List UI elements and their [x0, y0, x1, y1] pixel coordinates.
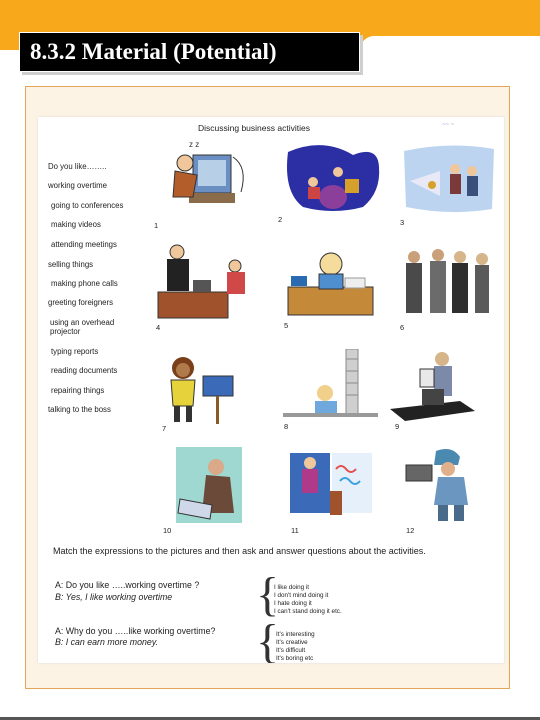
picture-greeting-clipart	[400, 245, 492, 325]
picture-documents-clipart	[288, 447, 374, 523]
activity-item: talking to the boss	[48, 405, 111, 414]
picture-selling-clipart	[163, 354, 238, 429]
activity-item: going to conferences	[51, 201, 124, 210]
options-brace: {	[256, 615, 280, 663]
response-option: It's creative	[276, 639, 308, 646]
picture-number: 8	[284, 422, 289, 431]
activity-item: greeting foreigners	[48, 298, 114, 307]
response-option: I hate doing it	[274, 600, 312, 607]
picture-number: 6	[400, 323, 405, 332]
worksheet-page	[38, 117, 504, 663]
picture-number: 1	[154, 221, 159, 230]
options-brace: {	[256, 568, 280, 621]
response-option: It's boring etc	[276, 655, 314, 662]
picture-conference-clipart	[283, 137, 383, 217]
activity-item: typing reports	[51, 347, 99, 356]
picture-number: 12	[406, 526, 415, 535]
response-option: I like doing it	[274, 584, 310, 591]
picture-number: 3	[400, 218, 405, 227]
picture-typing-clipart	[176, 447, 242, 523]
response-option: I don't mind doing it	[274, 592, 329, 599]
activity-item: reading documents	[51, 366, 118, 375]
picture-number: 5	[284, 321, 289, 330]
activity-item: making phone calls	[51, 279, 118, 288]
activity-item: working overtime	[48, 181, 107, 190]
dialog2-answer: B: I can earn more money.	[55, 637, 159, 647]
activity-list-heading: Do you like……..	[48, 162, 107, 171]
response-option: I can't stand doing it etc.	[274, 608, 342, 615]
activity-item: using an overhead projector	[50, 318, 115, 336]
slide-title-box	[19, 32, 360, 72]
picture-repairing-clipart	[400, 445, 490, 525]
picture-meeting-desk-clipart	[153, 242, 253, 322]
top-band-notch	[360, 36, 540, 50]
worksheet-title: Discussing business activities	[198, 123, 310, 133]
picture-number: 10	[163, 526, 172, 535]
activity-item: selling things	[48, 260, 94, 269]
activity-item: repairing things	[51, 386, 105, 395]
picture-number: 2	[278, 215, 283, 224]
activity-item: attending meetings	[51, 240, 117, 249]
response-option: It's interesting	[276, 631, 315, 638]
picture-video-clipart	[400, 141, 498, 216]
picture-phone-call-clipart	[283, 242, 383, 322]
response-option: It's difficult	[276, 647, 306, 654]
picture-number: 7	[162, 424, 167, 433]
picture-reports-clipart	[283, 349, 378, 421]
svg-text:z z: z z	[189, 140, 200, 149]
picture-overtime-clipart	[153, 137, 253, 212]
picture-number: 9	[395, 422, 400, 431]
activity-item: making videos	[51, 220, 101, 229]
dialog2-question: A: Why do you …..like working overtime?	[55, 626, 216, 636]
slide-title: 8.3.2 Material (Potential)	[30, 39, 277, 64]
picture-projector-clipart	[390, 349, 475, 424]
dialog1-answer: B: Yes, I like working overtime	[55, 592, 173, 602]
dialog1-question: A: Do you like …..working overtime ?	[55, 580, 200, 590]
picture-number: 4	[156, 323, 161, 332]
worksheet-instructions: Match the expressions to the pictures and then ask and answer questions about the activities.	[53, 546, 426, 556]
picture-number: 11	[291, 526, 299, 535]
corner-mark: ~~ ~	[442, 122, 455, 128]
